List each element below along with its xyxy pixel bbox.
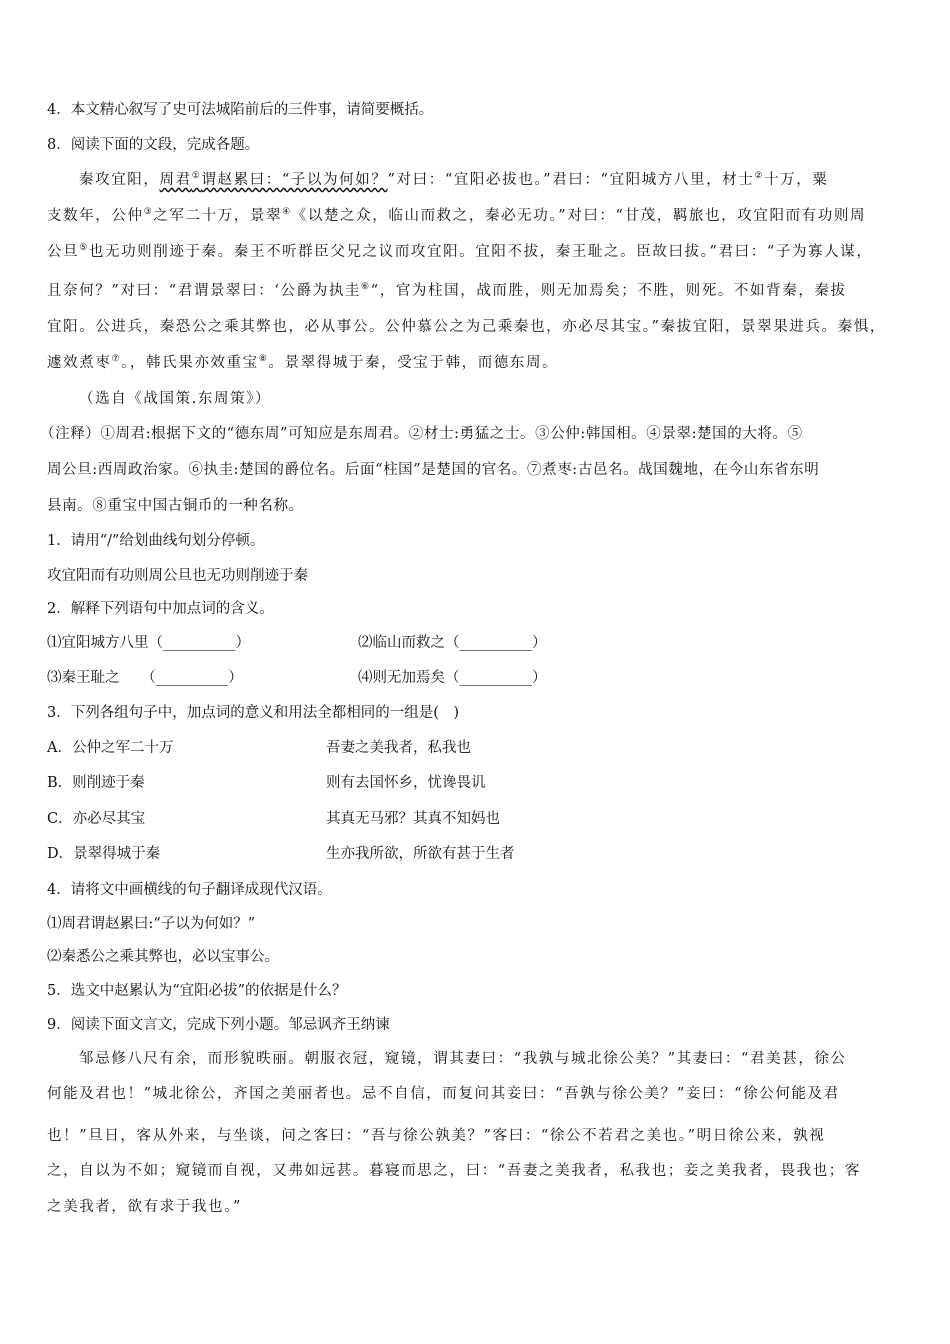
question-1-title: 1．请用“/”给划曲线句划分停顿。 (47, 533, 265, 549)
option-d-right: 生亦我所欲，所欲有甚于生者 (326, 846, 515, 862)
passage-8-line-6: 遽效煮枣⑦。，韩氏果亦效重宝⑧。景翠得城于秦，受宝于韩，而德东周。 (47, 354, 559, 371)
passage-9-line-4: 之，自以为不如；窥镜而自视，又弗如远甚。暮寝而思之，曰：“吾妻之美我者，私我也；妾之美我者，畏我也；客 (47, 1163, 862, 1179)
annotation-line-3: 县南。⑧重宝中国古铜币的一种名称。 (47, 498, 304, 514)
passage-8-line-3: 公旦⑤也无功则削迹于秦。秦王不听群臣父兄之议而攻宜阳。宜阳不拔，秦王耻之。臣故曰拔。”君曰：“子为寡人谋， (47, 243, 873, 260)
passage-8-line-5: 宜阳。公进兵，秦恐公之乘其弊也，必从事公。公仲慕公之为己乘秦也，亦必尽其宝。”秦拔宜阳，景翠果进兵。秦惧， (47, 319, 886, 335)
question-2-item-2: ⑵临山而救之（__________） (358, 635, 547, 651)
question-9-title: 9．阅读下面文言文，完成下列小题。邹忌讽齐王纳谏 (47, 1017, 390, 1033)
question-2-title: 2．解释下列语句中加点词的含义。 (47, 601, 274, 617)
annotation-line-1: （注释）①周君:根据下文的“德东周”可知应是东周君。②材士:勇猛之士。③公仲:韩国相。④景翠:楚国的大将。⑤ (40, 426, 803, 442)
option-c-right: 其真无马邪？其真不知妈也 (326, 811, 500, 827)
option-a-right: 吾妻之美我者，私我也 (326, 740, 471, 756)
option-b-right: 则有去国怀乡，忧谗畏讥 (326, 775, 486, 791)
passage-9-line-3: 也！”旦日，客从外来，与坐谈，问之客曰：“吾与徐公孰美？”客曰：“徐公不若君之美也。”明日徐公来，孰视 (47, 1128, 826, 1144)
option-a-left: A．公仲之军二十万 (47, 740, 174, 756)
passage-9-line-5: 之美我者，欲有求于我也。” (47, 1199, 242, 1215)
question-4-top: 4．本文精心叙写了史可法城陷前后的三件事，请简要概括。 (47, 102, 434, 118)
option-b-left: B．则削迹于秦 (47, 775, 145, 791)
question-4-sentence-2: ⑵秦悉公之乘其弊也，必以宝事公。 (47, 949, 279, 965)
question-1-sentence: 攻宜阳而有功则周公旦也无功则削迹于秦 (47, 568, 308, 584)
passage-9-line-1: 邹忌修八尺有余，而形貌昳丽。朝服衣冠，窥镜，谓其妻曰：“我孰与城北徐公美？”其妻曰：“君美甚，徐公 (79, 1051, 847, 1067)
question-2-item-3: ⑶秦王耻之 （__________） (47, 670, 243, 686)
question-2-item-4: ⑷则无加焉矣（__________） (358, 670, 547, 686)
passage-9-line-2: 何能及君也！”城北徐公，齐国之美丽者也。忌不自信，而复问其妾曰：“吾孰与徐公美？”妾曰：“徐公何能及君 (47, 1086, 840, 1102)
option-c-left: C．亦必尽其宝 (47, 811, 146, 827)
option-d-left: D．景翠得城于秦 (47, 846, 161, 862)
question-5-title: 5．选文中赵累认为“宜阳必拔”的依据是什么？ (47, 983, 347, 999)
passage-8-line-2: 支数年，公仲③之军二十万，景翠④《以楚之众，临山而救之，秦必无功。”对曰：“甘茂，羁旅也，攻宜阳而有功则周 (47, 207, 867, 224)
question-3-title: 3．下列各组句子中，加点词的意义和用法全都相同的一组是( ) (47, 705, 460, 721)
question-4-sentence-1: ⑴周君谓赵累曰:“子以为何如？” (47, 916, 256, 932)
annotation-line-2: 周公旦:西周政治家。⑥执圭:楚国的爵位名。后面“柱国”是楚国的官名。⑦煮枣:古邑名。战国魏地，在今山东省东明 (47, 462, 820, 478)
passage-8-source: （选自《战国策.东周策》） (79, 391, 272, 407)
passage-8-line-4: 且奈何？”对曰：“君谓景翠曰：‘公爵为执圭⑥“，官为柱国，战而胜，则无加焉矣；不胜，则死。不如背秦，秦拔 (47, 282, 847, 299)
question-8-title: 8．阅读下面的文段，完成各题。 (47, 137, 260, 153)
question-4-title: 4．请将文中画横线的句子翻译成现代汉语。 (47, 882, 332, 898)
question-2-item-1: ⑴宜阳城方八里（__________） (47, 635, 250, 651)
wavy-underlined-sentence: 周君①谓赵累曰：“子以为何如？ (159, 171, 388, 188)
passage-8-line-1: 秦攻宜阳，周君①谓赵累曰：“子以为何如？”对曰：“宜阳必拔也。”君曰：“宜阳城方八里，材士②十万，粟 (79, 171, 829, 188)
